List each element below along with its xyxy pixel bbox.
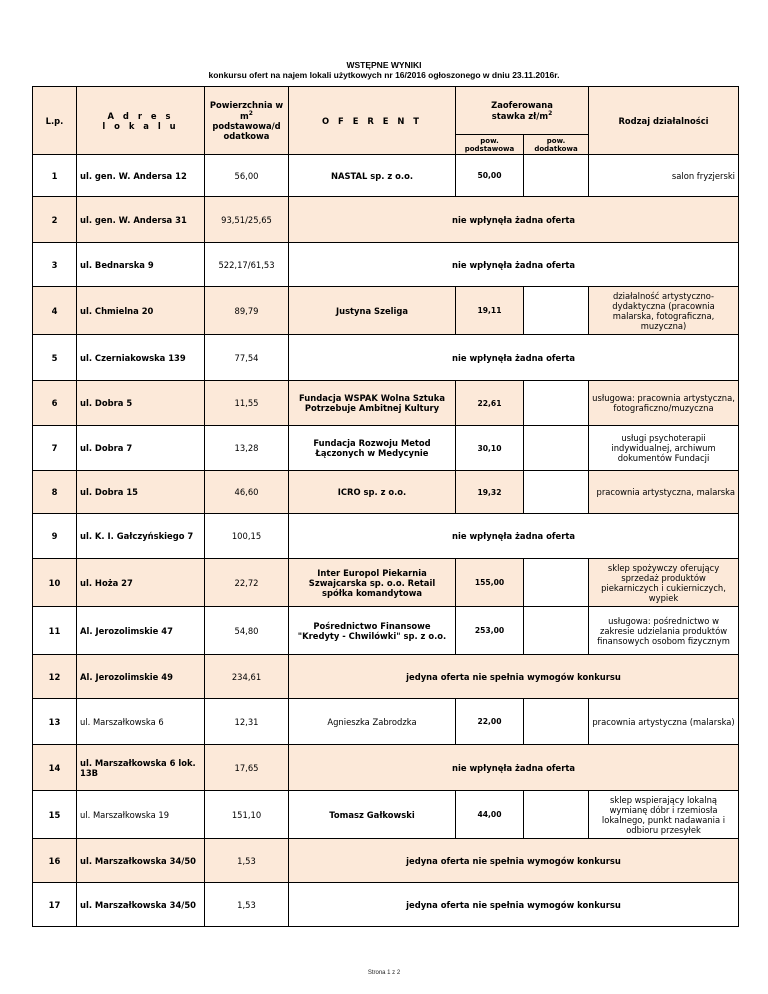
header-area — [205, 87, 289, 155]
table-row — [33, 699, 739, 745]
row-offeror: NASTAL sp. z o.o. — [289, 155, 456, 197]
row-rate-extra — [524, 559, 589, 607]
row-rate-base: 30,10 — [456, 426, 524, 471]
document-subtitle: konkursu ofert na najem lokali użytkowych nr 16/2016 ogłoszonego w dniu 23.11.2016r. — [208, 70, 560, 80]
row-activity: usługowa: pracownia artystyczna, fotograficzno/muzyczna — [589, 381, 739, 426]
row-note: jedyna oferta nie spełnia wymogów konkursu — [289, 839, 739, 883]
header-activity: Rodzaj działalności — [589, 87, 739, 155]
row-rate-base: 155,00 — [456, 559, 524, 607]
row-address: ul. Hoża 27 — [77, 559, 205, 607]
row-address: ul. Dobra 5 — [77, 381, 205, 426]
table-row — [33, 335, 739, 381]
header-rate-line1: Zaoferowana — [491, 100, 553, 111]
header-area-sup: 2 — [248, 110, 253, 118]
row-note: nie wpłynęła żadna oferta — [289, 514, 739, 559]
row-rate-extra — [524, 155, 589, 197]
row-offeror: Fundacja Rozwoju Metod Łączonych w Medycynie — [289, 426, 456, 471]
row-activity: działalność artystyczno-dydaktyczna (pracownia malarska, fotograficzna, muzyczna) — [589, 287, 739, 335]
header-rate-base-line1: pow. — [480, 136, 499, 145]
row-note: nie wpłynęła żadna oferta — [289, 745, 739, 791]
row-activity: pracownia artystyczna, malarska — [589, 471, 739, 514]
table-row — [33, 791, 739, 839]
row-address: ul. Bednarska 9 — [77, 243, 205, 287]
row-rate-base: 50,00 — [456, 155, 524, 197]
row-lp: 12 — [33, 655, 77, 699]
header-area-line2: m — [240, 110, 249, 121]
table-row — [33, 287, 739, 335]
row-rate-extra — [524, 426, 589, 471]
row-lp: 10 — [33, 559, 77, 607]
table-row — [33, 883, 739, 927]
table-row — [33, 559, 739, 607]
row-lp: 11 — [33, 607, 77, 655]
header-address-line1: A d r e s — [107, 110, 174, 121]
row-address: ul. Dobra 7 — [77, 426, 205, 471]
header-rate-line2: stawka zł/m — [491, 110, 549, 121]
document-title: WSTĘPNE WYNIKI — [346, 60, 422, 70]
row-address: ul. Marszałkowska 19 — [77, 791, 205, 839]
row-address: ul. Marszałkowska 6 — [77, 699, 205, 745]
table-row — [33, 471, 739, 514]
header-rate-extra-line1: pow. — [546, 136, 566, 145]
table-row — [33, 655, 739, 699]
row-area: 100,15 — [205, 514, 289, 559]
row-area: 89,79 — [205, 287, 289, 335]
results-table — [32, 86, 739, 927]
row-offeror: Fundacja WSPAK Wolna Sztuka Potrzebuje Ambitnej Kultury — [289, 381, 456, 426]
row-lp: 9 — [33, 514, 77, 559]
row-lp: 1 — [33, 155, 77, 197]
row-address: ul. Chmielna 20 — [77, 287, 205, 335]
row-lp: 16 — [33, 839, 77, 883]
row-area: 12,31 — [205, 699, 289, 745]
row-area: 151,10 — [205, 791, 289, 839]
row-offeror: Pośrednictwo Finansowe "Kredyty - Chwilówki" sp. z o.o. — [289, 607, 456, 655]
row-lp: 6 — [33, 381, 77, 426]
row-note: jedyna oferta nie spełnia wymogów konkursu — [289, 883, 739, 927]
row-activity: pracownia artystyczna (malarska) — [589, 699, 739, 745]
row-rate-base: 22,61 — [456, 381, 524, 426]
row-area: 56,00 — [205, 155, 289, 197]
row-address: Al. Jerozolimskie 47 — [77, 607, 205, 655]
row-area: 77,54 — [205, 335, 289, 381]
header-rate-sup: 2 — [548, 110, 553, 118]
row-lp: 8 — [33, 471, 77, 514]
table-row — [33, 514, 739, 559]
row-address: ul. Marszałkowska 34/50 — [77, 883, 205, 927]
row-offeror: Inter Europol Piekarnia Szwajcarska sp. o.o. Retail spółka komandytowa — [289, 559, 456, 607]
row-lp: 3 — [33, 243, 77, 287]
row-rate-extra — [524, 791, 589, 839]
row-address: ul. Marszałkowska 34/50 — [77, 839, 205, 883]
row-area: 17,65 — [205, 745, 289, 791]
table-row — [33, 243, 739, 287]
row-rate-extra — [524, 381, 589, 426]
header-area-line3: podstawowa/d — [212, 120, 281, 131]
header-rate-extra-line2: dodatkowa — [534, 144, 578, 153]
row-activity: usługowa: pośrednictwo w zakresie udzielania produktów finansowych osobom fizycznym — [589, 607, 739, 655]
row-address: ul. gen. W. Andersa 12 — [77, 155, 205, 197]
row-rate-extra — [524, 699, 589, 745]
row-address: ul. gen. W. Andersa 31 — [77, 197, 205, 243]
row-area: 93,51/25,65 — [205, 197, 289, 243]
row-lp: 15 — [33, 791, 77, 839]
table-row — [33, 607, 739, 655]
row-activity: salon fryzjerski — [589, 155, 739, 197]
row-offeror: Agnieszka Zabrodzka — [289, 699, 456, 745]
row-area: 1,53 — [205, 883, 289, 927]
row-address: ul. Czerniakowska 139 — [77, 335, 205, 381]
row-lp: 17 — [33, 883, 77, 927]
row-area: 11,55 — [205, 381, 289, 426]
row-lp: 14 — [33, 745, 77, 791]
row-area: 234,61 — [205, 655, 289, 699]
header-rate-base — [456, 135, 524, 155]
row-area: 1,53 — [205, 839, 289, 883]
row-activity: usługi psychoterapii indywidualnej, archiwum dokumentów Fundacji — [589, 426, 739, 471]
table-row — [33, 381, 739, 426]
row-note: jedyna oferta nie spełnia wymogów konkursu — [289, 655, 739, 699]
header-address — [77, 87, 205, 155]
table-row — [33, 155, 739, 197]
row-lp: 4 — [33, 287, 77, 335]
row-offeror: Tomasz Gałkowski — [289, 791, 456, 839]
header-rate — [456, 87, 589, 135]
row-area: 522,17/61,53 — [205, 243, 289, 287]
row-offeror: ICRO sp. z o.o. — [289, 471, 456, 514]
row-address: ul. Dobra 15 — [77, 471, 205, 514]
row-rate-base: 19,32 — [456, 471, 524, 514]
row-lp: 2 — [33, 197, 77, 243]
row-rate-extra — [524, 471, 589, 514]
table-row — [33, 426, 739, 471]
header-rate-extra — [524, 135, 589, 155]
row-offeror: Justyna Szeliga — [289, 287, 456, 335]
table-row — [33, 745, 739, 791]
row-note: nie wpłynęła żadna oferta — [289, 335, 739, 381]
header-offeror: O F E R E N T — [289, 87, 456, 155]
header-area-line4: odatkowa — [223, 130, 270, 141]
row-lp: 13 — [33, 699, 77, 745]
header-rate-base-line2: podstawowa — [464, 144, 515, 153]
table-row — [33, 197, 739, 243]
row-rate-base: 22,00 — [456, 699, 524, 745]
header-address-line2: l o k a l u — [102, 120, 179, 131]
row-note: nie wpłynęła żadna oferta — [289, 197, 739, 243]
row-area: 22,72 — [205, 559, 289, 607]
row-address: ul. Marszałkowska 6 lok. 13B — [77, 745, 205, 791]
row-rate-base: 19,11 — [456, 287, 524, 335]
row-lp: 7 — [33, 426, 77, 471]
row-area: 54,80 — [205, 607, 289, 655]
row-activity: sklep wspierający lokalną wymianę dóbr i rzemiosła lokalnego, punkt nadawania i odbioru przesyłek — [589, 791, 739, 839]
header-lp: L.p. — [33, 87, 77, 155]
table-row — [33, 839, 739, 883]
row-address: ul. K. I. Gałczyńskiego 7 — [77, 514, 205, 559]
page-number: Strona 1 z 2 — [367, 970, 401, 976]
row-note: nie wpłynęła żadna oferta — [289, 243, 739, 287]
row-area: 46,60 — [205, 471, 289, 514]
row-area: 13,28 — [205, 426, 289, 471]
row-lp: 5 — [33, 335, 77, 381]
header-area-line1: Powierzchnia w — [209, 100, 284, 111]
row-rate-base: 253,00 — [456, 607, 524, 655]
row-activity: sklep spożywczy oferujący sprzedaż produktów piekarniczych i cukierniczych, wypiek — [589, 559, 739, 607]
row-address: Al. Jerozolimskie 49 — [77, 655, 205, 699]
row-rate-base: 44,00 — [456, 791, 524, 839]
row-rate-extra — [524, 287, 589, 335]
row-rate-extra — [524, 607, 589, 655]
